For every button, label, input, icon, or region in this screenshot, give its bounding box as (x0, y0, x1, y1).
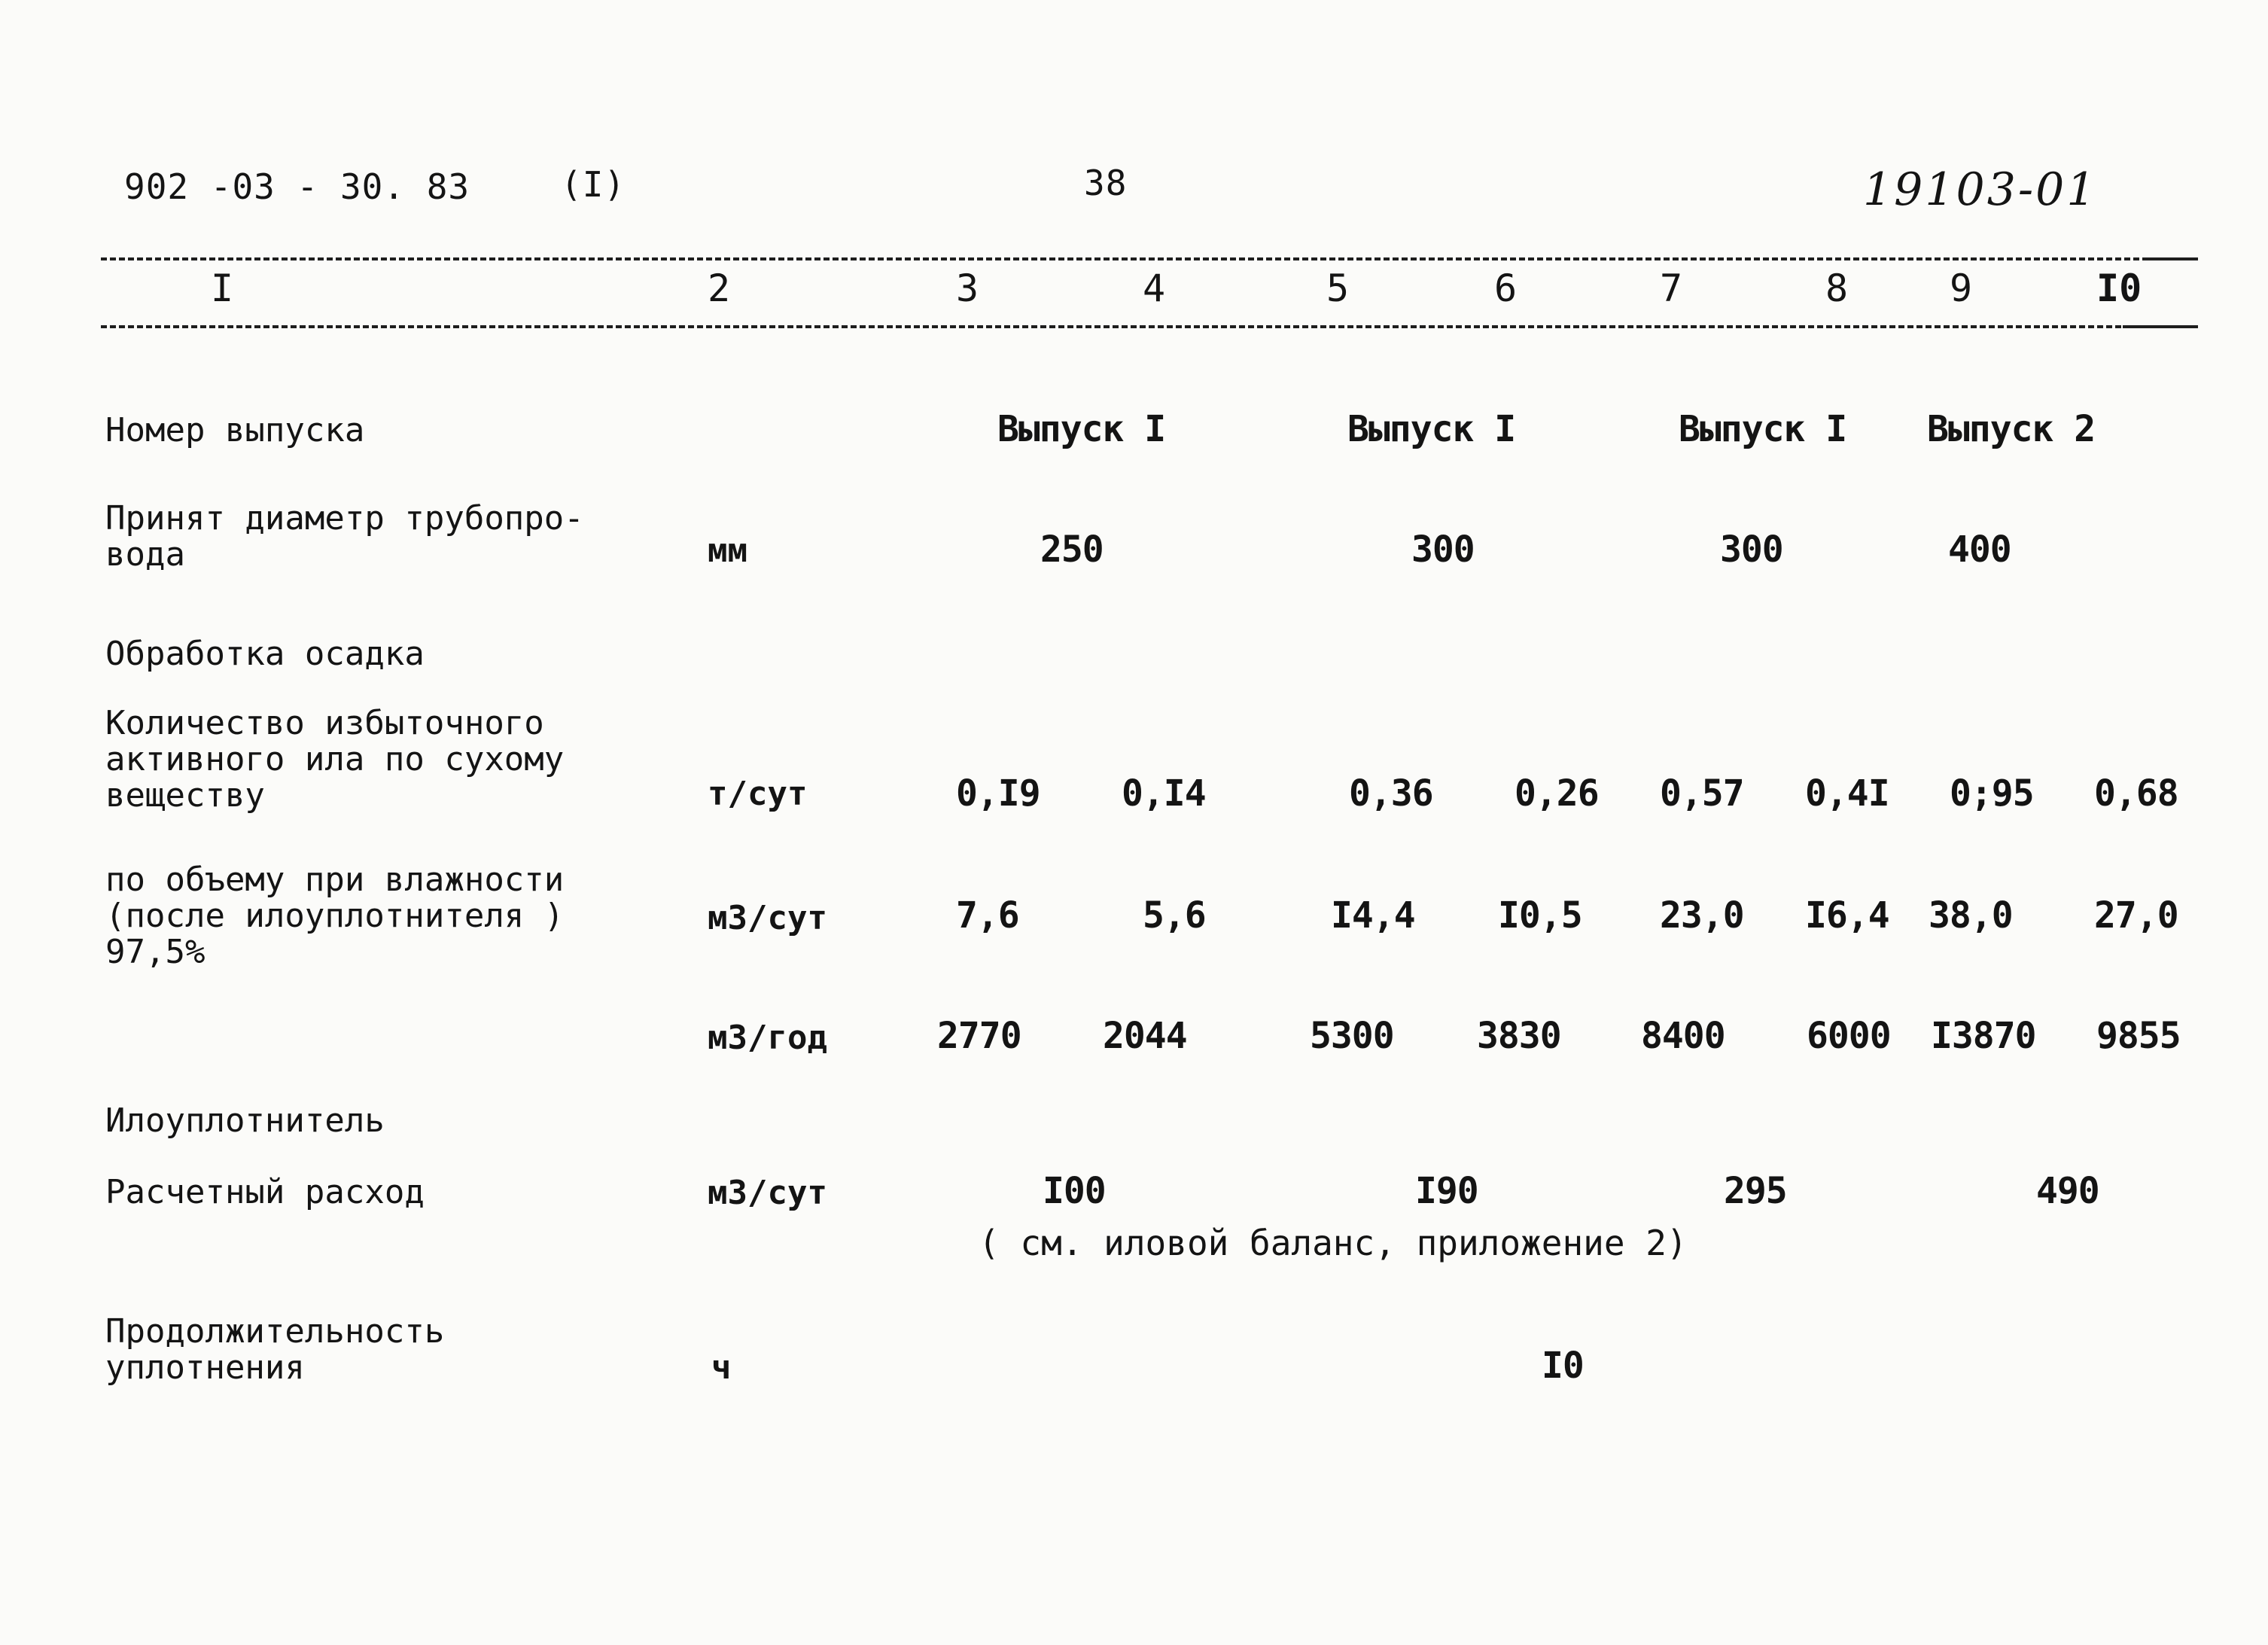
diameter-value-1: 250 (1040, 529, 1104, 571)
release-label: Номер выпуска (105, 411, 365, 449)
document-code: 902 -03 - 30. 83 (124, 166, 470, 207)
thickener-heading: Илоуплотнитель (105, 1101, 385, 1140)
volume-number: (I) (561, 164, 626, 205)
release-value-1: Выпуск I (997, 408, 1166, 450)
excess-sludge-value-6: 0,26 (1515, 772, 1599, 815)
volume-yearly-value-10: 9855 (2096, 1015, 2181, 1057)
release-value-4: Выпуск 2 (1927, 408, 2096, 450)
diameter-value-4: 400 (1948, 529, 2011, 571)
excess-sludge-value-9: 0;95 (1950, 772, 2034, 815)
volume-yearly-value-4: 2044 (1103, 1015, 1187, 1057)
sludge-treatment-heading: Обработка осадка (105, 635, 425, 673)
design-flow-value-1: I00 (1043, 1170, 1106, 1212)
volume-yearly-value-3: 2770 (937, 1015, 1021, 1057)
column-number-7: 7 (1660, 267, 1683, 310)
excess-sludge-value-7: 0,57 (1660, 772, 1744, 815)
diameter-value-2: 300 (1411, 529, 1475, 571)
header-bottom-rule (101, 325, 2193, 328)
volume-daily-unit: м3/сут (708, 899, 827, 937)
excess-sludge-label: Количество избыточного активного ила по сухому веществу (105, 704, 565, 815)
volume-daily-value-6: I0,5 (1498, 894, 1582, 937)
diameter-label: Принят диаметр трубопро- вода (105, 499, 584, 574)
volume-daily-value-7: 23,0 (1660, 894, 1744, 937)
header-top-rule-end (2145, 257, 2198, 260)
volume-daily-value-4: 5,6 (1143, 894, 1206, 937)
design-flow-label: Расчетный расход (105, 1173, 425, 1211)
duration-unit: ч (711, 1348, 732, 1387)
design-flow-note: ( см. иловой баланс, приложение 2) (979, 1223, 1688, 1263)
release-value-2: Выпуск I (1347, 408, 1516, 450)
column-number-10: I0 (2096, 267, 2142, 310)
page-number: 38 (1084, 163, 1128, 203)
volume-yearly-value-7: 8400 (1641, 1015, 1725, 1057)
duration-label: Продолжительность уплотнения (105, 1312, 445, 1387)
design-flow-value-3: 295 (1724, 1170, 1787, 1212)
header-top-rule (101, 257, 2193, 260)
inventory-number: 19103-01 (1863, 163, 2098, 216)
release-value-3: Выпуск I (1679, 408, 1847, 450)
volume-daily-value-5: I4,4 (1331, 894, 1415, 937)
column-number-4: 4 (1143, 267, 1166, 310)
header-bottom-rule-end (2123, 325, 2198, 328)
volume-yearly-value-8: 6000 (1807, 1015, 1891, 1057)
column-number-9: 9 (1950, 267, 1973, 310)
column-number-6: 6 (1494, 267, 1518, 310)
diameter-value-3: 300 (1720, 529, 1783, 571)
excess-sludge-unit: т/сут (708, 775, 808, 813)
excess-sludge-value-10: 0,68 (2094, 772, 2178, 815)
column-number-3: 3 (956, 267, 979, 310)
excess-sludge-value-5: 0,36 (1349, 772, 1433, 815)
design-flow-value-2: I90 (1415, 1170, 1478, 1212)
volume-daily-value-10: 27,0 (2094, 894, 2178, 937)
excess-sludge-value-3: 0,I9 (956, 772, 1040, 815)
design-flow-value-4: 490 (2036, 1170, 2099, 1212)
volume-yearly-value-6: 3830 (1477, 1015, 1561, 1057)
volume-daily-value-8: I6,4 (1805, 894, 1889, 937)
column-number-2: 2 (708, 267, 731, 310)
excess-sludge-value-4: 0,I4 (1122, 772, 1206, 815)
diameter-unit: мм (708, 532, 747, 570)
column-number-5: 5 (1326, 267, 1350, 310)
excess-sludge-value-8: 0,4I (1805, 772, 1889, 815)
design-flow-unit: м3/сут (708, 1174, 827, 1212)
column-number-1: I (211, 267, 234, 310)
volume-yearly-value-5: 5300 (1310, 1015, 1394, 1057)
volume-daily-value-9: 38,0 (1929, 894, 2013, 937)
volume-humidity-label: по объему при влажности (после илоуплотнителя ) 97,5% (105, 861, 565, 971)
volume-daily-value-3: 7,6 (956, 894, 1019, 937)
duration-value: I0 (1542, 1345, 1584, 1387)
volume-yearly-unit: м3/год (708, 1019, 827, 1057)
column-number-8: 8 (1825, 267, 1849, 310)
volume-yearly-value-9: I3870 (1931, 1015, 2036, 1057)
